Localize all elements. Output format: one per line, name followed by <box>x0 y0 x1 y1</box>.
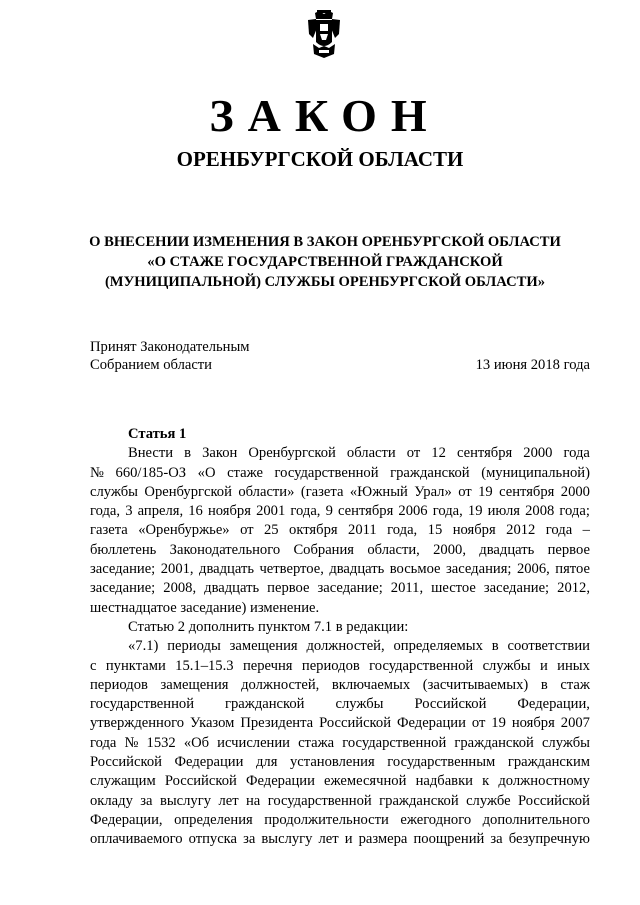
word: 25 <box>264 522 279 539</box>
law-name-line: О ВНЕСЕНИИ ИЗМЕНЕНИЯ В ЗАКОН ОРЕНБУРГСКОЙ ОБЛАСТИ <box>89 234 561 250</box>
word: «7.1) <box>128 638 159 655</box>
word: отпуска <box>188 831 238 848</box>
word: службы <box>335 696 384 713</box>
word: двадцать <box>204 580 260 597</box>
word: продолжительности <box>264 811 389 828</box>
word: пятое <box>555 561 590 578</box>
word: газета <box>90 522 128 539</box>
word: 19 <box>478 483 493 500</box>
word: 19 <box>467 503 483 520</box>
word: соответствии <box>507 638 590 655</box>
word: № <box>124 734 139 751</box>
word: года, <box>290 503 321 520</box>
word: «Южный <box>349 483 408 500</box>
word: ежегодного <box>400 811 472 828</box>
article-line <box>90 792 590 811</box>
word: года, <box>387 522 418 539</box>
word: на <box>246 792 261 809</box>
word: Урал» <box>414 483 452 500</box>
word: заседание; <box>317 580 383 597</box>
word: периоды <box>167 638 221 655</box>
document-title: ЗАКОН <box>209 90 441 141</box>
word: Собрания <box>293 541 355 558</box>
word: 2001 <box>256 503 286 520</box>
word: Законодательного <box>169 541 281 558</box>
word: иных <box>557 657 590 674</box>
word: государственной <box>274 464 379 481</box>
word: 15.1–15.3 <box>175 657 234 674</box>
word: 2006, <box>516 561 550 578</box>
word: гражданской <box>454 734 534 751</box>
word: государственной <box>90 696 195 713</box>
word: от <box>458 483 472 500</box>
word: и <box>539 657 548 674</box>
word: (муниципальной) <box>481 464 590 481</box>
word: двадцать <box>329 561 385 578</box>
word: утвержденного <box>90 715 185 732</box>
article-line <box>90 502 590 521</box>
word: для <box>256 754 278 771</box>
word: года <box>90 734 117 751</box>
word: области» <box>238 483 295 500</box>
word: года; <box>559 503 590 520</box>
word: двадцать <box>199 561 254 578</box>
article-line <box>90 444 590 463</box>
word: к <box>482 773 490 790</box>
word: службы <box>482 657 531 674</box>
word: замещения <box>160 676 229 693</box>
word: сентября <box>338 503 394 520</box>
word: 660/185-ОЗ <box>115 464 187 481</box>
word: заседание; <box>90 561 156 578</box>
article-line <box>90 579 590 598</box>
word: службы <box>541 734 590 751</box>
word: сентября <box>499 483 555 500</box>
article-line <box>90 676 590 695</box>
word: № <box>90 464 104 481</box>
word: Федерации <box>396 715 466 732</box>
word: 2000 <box>560 483 590 500</box>
law-name <box>80 232 570 292</box>
word: в <box>184 445 192 462</box>
word: 3 <box>125 503 133 520</box>
article-line <box>90 734 590 753</box>
word: четвертое, <box>259 561 324 578</box>
word: 2000 <box>523 445 553 462</box>
word: должностному <box>498 773 590 790</box>
coat-of-arms-emblem <box>307 10 341 60</box>
article-line: Статью 2 дополнить пунктом 7.1 в редакции: <box>128 618 409 635</box>
word: 19 <box>491 715 506 732</box>
word: заседание; <box>90 580 156 597</box>
word: Российской <box>517 792 590 809</box>
word: области <box>346 445 396 462</box>
word: установления <box>290 754 375 771</box>
article-line: шестнадцатое заседание) изменение. <box>90 599 320 616</box>
word: Российской <box>90 754 162 771</box>
word: периодов <box>90 676 148 693</box>
word: первое <box>547 541 590 558</box>
word: в <box>540 676 548 693</box>
word: стажа <box>298 734 335 751</box>
article-body <box>90 444 590 849</box>
word: «Оренбуржье» <box>138 522 230 539</box>
word: «Об <box>183 734 210 751</box>
word: 9 <box>325 503 333 520</box>
word: заседание; <box>483 580 550 597</box>
word: и <box>344 831 353 848</box>
adoption-block <box>90 338 590 374</box>
word: определяемых <box>393 638 483 655</box>
word: Оренбургской <box>144 483 232 500</box>
word: пунктами <box>105 657 166 674</box>
word: 2008, <box>163 580 197 597</box>
article-1 <box>90 425 590 850</box>
word: 2008 <box>525 503 555 520</box>
article-line <box>90 637 590 656</box>
word: Внести <box>128 445 174 462</box>
word: 12 <box>431 445 446 462</box>
word: от <box>406 445 421 462</box>
word: области, <box>367 541 420 558</box>
word: октября <box>289 522 338 539</box>
article-line <box>90 811 590 830</box>
word: исчислении <box>217 734 290 751</box>
word: бюллетень <box>90 541 157 558</box>
word: 2012, <box>557 580 590 597</box>
word: гражданской <box>390 464 470 481</box>
word: Оренбургской <box>248 445 336 462</box>
word: в <box>491 638 499 655</box>
document-subtitle: ОРЕНБУРГСКОЙ ОБЛАСТИ <box>176 147 464 171</box>
word: первое <box>267 580 310 597</box>
word: Российской <box>319 715 392 732</box>
word: размера <box>358 831 408 848</box>
article-line <box>90 464 590 483</box>
word: сентября <box>456 445 513 462</box>
word: государственной <box>267 792 372 809</box>
article-line <box>90 657 590 676</box>
word: заседания; <box>446 561 512 578</box>
word: государственной <box>369 657 474 674</box>
word: периодов <box>301 657 360 674</box>
word: двадцать <box>479 541 535 558</box>
law-name-line: (МУНИЦИПАЛЬНОЙ) СЛУЖБЫ ОРЕНБУРГСКОЙ ОБЛАСТИ» <box>104 274 546 290</box>
word: 2000, <box>433 541 466 558</box>
word: перечня <box>242 657 293 674</box>
word: от <box>240 522 254 539</box>
word: 2012 <box>506 522 536 539</box>
word: года <box>563 445 590 462</box>
article-line <box>90 772 590 791</box>
article-heading: Статья 1 <box>128 426 187 442</box>
word: Федерации, <box>517 696 590 713</box>
word: надбавки <box>415 773 473 790</box>
word: «О <box>197 464 216 481</box>
word: (засчитываемых) <box>422 676 529 693</box>
word: Президента <box>240 715 314 732</box>
word: Закон <box>202 445 238 462</box>
word: служащим <box>90 773 156 790</box>
word: должностей, <box>306 638 385 655</box>
word: включаемых <box>331 676 411 693</box>
law-name-line: «О СТАЖЕ ГОСУДАРСТВЕННОЙ ГРАЖДАНСКОЙ <box>147 254 503 270</box>
word: стаже <box>227 464 263 481</box>
word: дополнительного <box>482 811 590 828</box>
word: Указом <box>190 715 235 732</box>
word: гражданской <box>225 696 305 713</box>
word: государственной <box>342 734 447 751</box>
word: государственным <box>387 754 496 771</box>
word: от <box>471 715 486 732</box>
word: гражданской <box>379 792 459 809</box>
word: шестое <box>431 580 476 597</box>
article-line <box>90 753 590 772</box>
word: ноября <box>207 503 251 520</box>
word: службе <box>466 792 511 809</box>
word: ноября <box>452 522 496 539</box>
adoption-line: Принят Законодательным <box>90 339 250 355</box>
word: Федерации <box>174 754 244 771</box>
word: лет <box>318 831 339 848</box>
word: года <box>545 522 573 539</box>
word: лет <box>218 792 239 809</box>
adoption-date: 13 июня 2018 года <box>475 357 590 373</box>
word: за <box>490 831 503 848</box>
article-line <box>90 714 590 733</box>
word: за <box>243 831 256 848</box>
article-line <box>90 830 590 849</box>
word: апреля, <box>137 503 184 520</box>
word: оплачиваемого <box>90 831 183 848</box>
word: за <box>140 792 153 809</box>
word: с <box>90 657 97 674</box>
word: 2011, <box>390 580 424 597</box>
word: (газета <box>300 483 344 500</box>
article-line <box>90 695 590 714</box>
adoption-line: Собранием области <box>90 357 212 373</box>
word: 1532 <box>146 734 176 751</box>
word: безупречную <box>508 831 590 848</box>
word: 15 <box>427 522 443 539</box>
word: года, <box>90 503 121 520</box>
word: Федерации, <box>90 811 163 828</box>
word: поощрений <box>413 831 485 848</box>
word: ноября <box>511 715 555 732</box>
word: службы <box>90 483 138 500</box>
article-line <box>90 541 590 560</box>
adoption-row <box>90 356 590 374</box>
word: должностей, <box>241 676 320 693</box>
word: определения <box>174 811 253 828</box>
word: 2011 <box>348 522 377 539</box>
word: выслугу <box>159 792 212 809</box>
word: восьмое <box>389 561 441 578</box>
word: Федерации <box>245 773 315 790</box>
word: 2007 <box>560 715 590 732</box>
word: гражданским <box>507 754 590 771</box>
word: стаж <box>560 676 590 693</box>
word: замещения <box>229 638 298 655</box>
word: выслугу <box>261 831 313 848</box>
word: Российской <box>414 696 487 713</box>
article-line <box>90 483 590 502</box>
word: – <box>582 522 590 539</box>
word: Российской <box>164 773 237 790</box>
word: 16 <box>188 503 203 520</box>
word: 2001, <box>160 561 194 578</box>
article-line <box>90 521 590 540</box>
word: ежемесячной <box>324 773 407 790</box>
word: 2006 <box>398 503 428 520</box>
word: года, <box>432 503 463 520</box>
word: июля <box>487 503 520 520</box>
article-line <box>90 560 590 579</box>
word: окладу <box>90 792 133 809</box>
